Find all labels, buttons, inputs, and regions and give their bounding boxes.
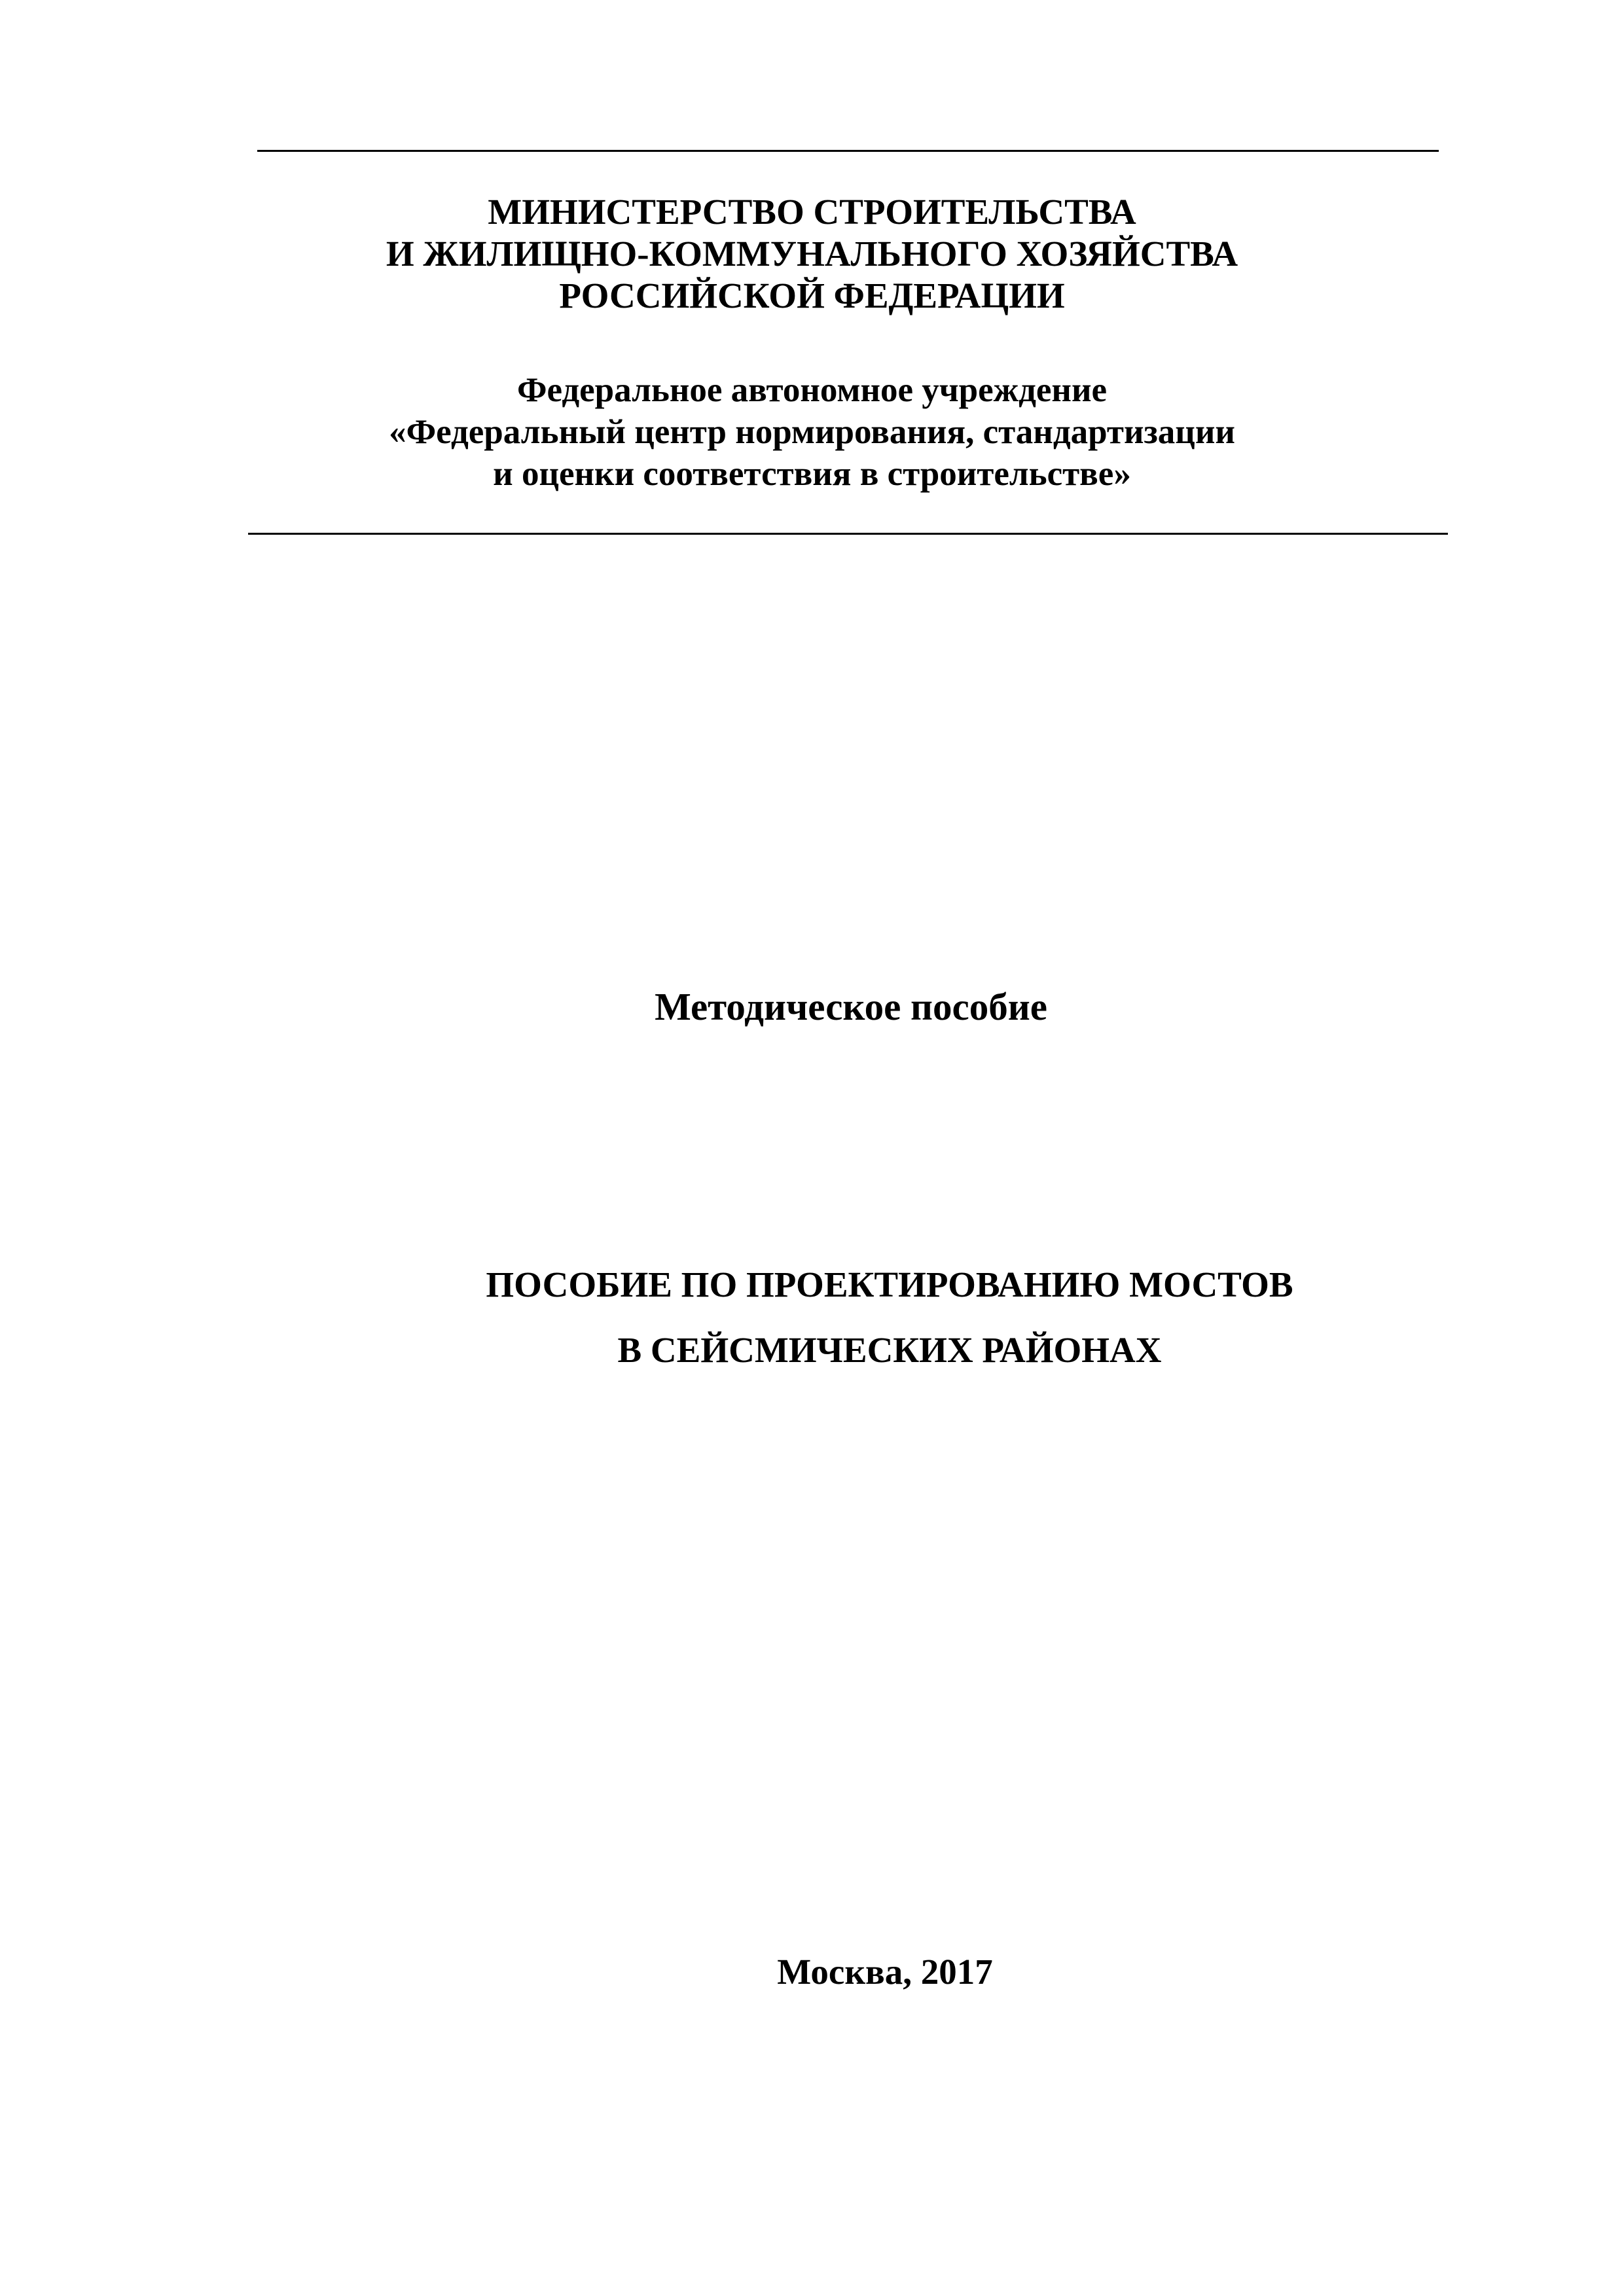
ministry-name [0, 191, 1624, 317]
document-type-label: Методическое пособие [655, 985, 1047, 1028]
header-bottom-rule [248, 533, 1448, 535]
document-title-line-2: В СЕЙСМИЧЕСКИХ РАЙОНАХ [617, 1330, 1162, 1370]
ministry-line-3: РОССИЙСКОЙ ФЕДЕРАЦИИ [559, 276, 1065, 315]
institution-line-2: «Федеральный центр нормирования, стандартизации [389, 413, 1235, 451]
place-and-year [0, 1951, 1624, 1993]
document-title-line-1: ПОСОБИЕ ПО ПРОЕКТИРОВАНИЮ МОСТОВ [486, 1265, 1293, 1304]
ministry-line-2: И ЖИЛИЩНО-КОММУНАЛЬНОГО ХОЗЯЙСТВА [386, 234, 1238, 274]
header-top-rule [257, 150, 1439, 152]
document-type [0, 984, 1624, 1030]
place-year-label: Москва, 2017 [777, 1952, 993, 1992]
ministry-line-1: МИНИСТЕРСТВО СТРОИТЕЛЬСТВА [488, 192, 1136, 232]
document-title [0, 1252, 1624, 1383]
institution-line-3: и оценки соответствия в строительстве» [493, 455, 1131, 493]
institution-name [0, 369, 1624, 495]
institution-line-1: Федеральное автономное учреждение [516, 371, 1108, 409]
